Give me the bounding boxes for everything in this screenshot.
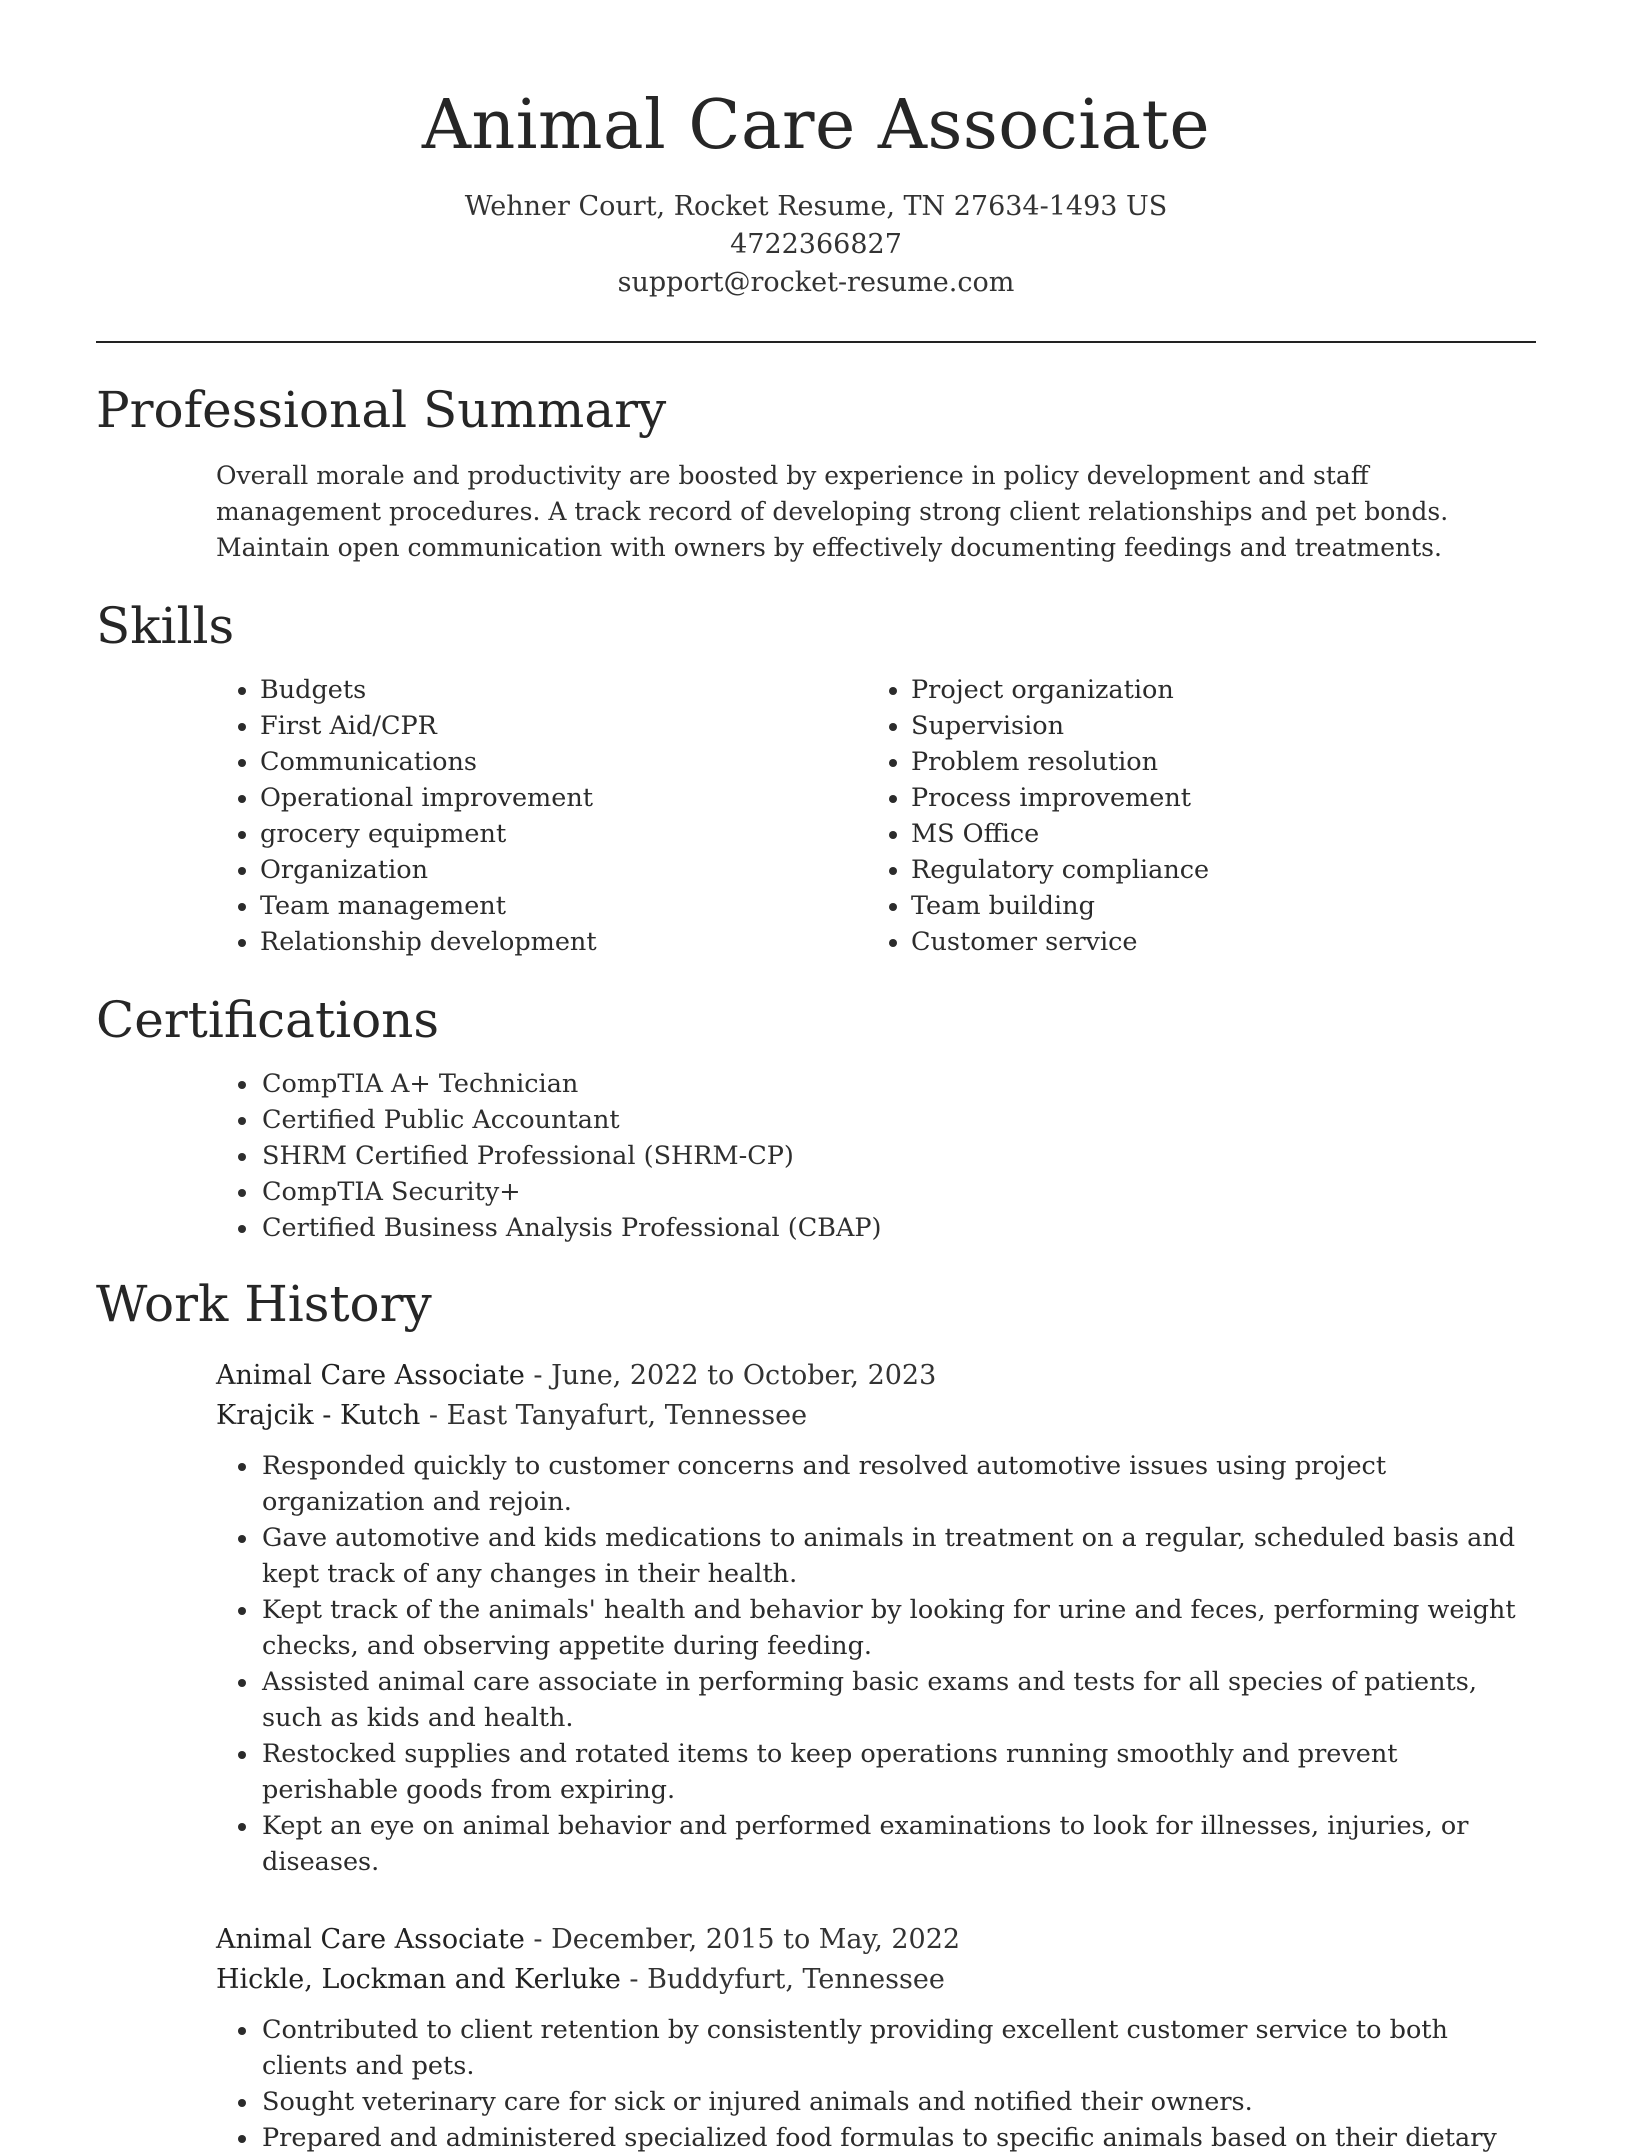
certification-item: • SHRM Certified Professional (SHRM-CP) <box>260 1138 1536 1174</box>
work-history-title: Work History <box>96 1275 432 1333</box>
job-role: Animal Care Associate <box>216 1360 525 1391</box>
summary-text: Overall morale and productivity are boosted by experience in policy development and staff management procedures. A track record of developing strong client relationships and pet bonds. Maintain open communication with owners by effectively documenting feedings and treatments. <box>216 461 1449 562</box>
job-bullet: • Kept track of the animals' health and behavior by looking for urine and feces, performing weight checks, and observing appetite during feeding. <box>260 1592 1540 1664</box>
job-entry <box>216 1356 1536 1880</box>
job-bullet: • Kept an eye on animal behavior and performed examinations to look for illnesses, injuries, or diseases. <box>260 1808 1540 1880</box>
skills-list-left <box>96 672 745 960</box>
skill-item: • grocery equipment <box>260 816 745 852</box>
skill-item: • Team building <box>911 888 1396 924</box>
skills-title: Skills <box>96 597 235 655</box>
job-dates: December, 2015 to May, 2022 <box>551 1924 961 1955</box>
contact-email: support@rocket-resume.com <box>617 267 1015 298</box>
skills-columns <box>96 672 1536 960</box>
summary-title: Professional Summary <box>96 381 667 439</box>
job-bullet: • Sought veterinary care for sick or injured animals and notified their owners. <box>260 2084 1540 2120</box>
job-dates: June, 2022 to October, 2023 <box>551 1360 937 1391</box>
skill-item: • Organization <box>260 852 745 888</box>
certifications-list <box>96 1066 1536 1246</box>
job-bullets <box>216 2012 1540 2156</box>
skill-item: • MS Office <box>911 816 1396 852</box>
certifications-title: Certifications <box>96 991 440 1049</box>
header-divider <box>96 341 1536 343</box>
job-bullet: • Restocked supplies and rotated items to keep operations running smoothly and prevent perishable goods from expiring. <box>260 1736 1540 1808</box>
job-employer: Hickle, Lockman and Kerluke <box>216 1964 621 1995</box>
skill-item: • Supervision <box>911 708 1396 744</box>
job-employer-line: Hickle, Lockman and Kerluke - Buddyfurt, Tennessee <box>216 1964 945 1995</box>
skill-item: • Operational improvement <box>260 780 745 816</box>
skill-item: • First Aid/CPR <box>260 708 745 744</box>
skill-item: • Relationship development <box>260 924 745 960</box>
job-bullet: • Contributed to client retention by consistently providing excellent customer service to both clients and pets. <box>260 2012 1540 2084</box>
contact-address: Wehner Court, Rocket Resume, TN 27634-1493 US <box>464 191 1168 222</box>
certification-item: • CompTIA A+ Technician <box>260 1066 1536 1102</box>
job-bullets <box>216 1448 1540 1880</box>
resume-header <box>0 0 1632 302</box>
skill-item: • Project organization <box>911 672 1396 708</box>
certifications-section <box>96 990 1536 1246</box>
job-employer: Krajcik - Kutch <box>216 1400 421 1431</box>
skill-item: • Regulatory compliance <box>911 852 1396 888</box>
summary-section <box>96 380 1536 566</box>
job-employer-line: Krajcik - Kutch - East Tanyafurt, Tennessee <box>216 1400 808 1431</box>
skill-item: • Team management <box>260 888 745 924</box>
job-location: Buddyfurt, Tennessee <box>647 1964 945 1995</box>
contact-block <box>0 188 1632 302</box>
skills-section <box>96 596 1536 960</box>
job-entry <box>216 1920 1536 2156</box>
skills-list-right <box>745 672 1396 960</box>
certification-item: • Certified Business Analysis Professional (CBAP) <box>260 1210 1536 1246</box>
certification-item: • CompTIA Security+ <box>260 1174 1536 1210</box>
job-bullet: • Prepared and administered specialized food formulas to specific animals based on their dietary <box>260 2120 1540 2156</box>
skill-item: • Problem resolution <box>911 744 1396 780</box>
candidate-name: Animal Care Associate <box>421 86 1211 165</box>
job-bullet: • Gave automotive and kids medications to animals in treatment on a regular, scheduled basis and kept track of any changes in their health. <box>260 1520 1540 1592</box>
job-title-line: Animal Care Associate - December, 2015 to May, 2022 <box>216 1924 961 1955</box>
job-bullet: • Responded quickly to customer concerns and resolved automotive issues using project organization and rejoin. <box>260 1448 1540 1520</box>
job-bullet: • Assisted animal care associate in performing basic exams and tests for all species of patients, such as kids and health. <box>260 1664 1540 1736</box>
skill-item: • Process improvement <box>911 780 1396 816</box>
job-location: East Tanyafurt, Tennessee <box>446 1400 808 1431</box>
certification-item: • Certified Public Accountant <box>260 1102 1536 1138</box>
job-title-line: Animal Care Associate - June, 2022 to October, 2023 <box>216 1360 937 1391</box>
skill-item: • Communications <box>260 744 745 780</box>
contact-phone: 4722366827 <box>730 229 902 260</box>
skill-item: • Customer service <box>911 924 1396 960</box>
job-role: Animal Care Associate <box>216 1924 525 1955</box>
skill-item: • Budgets <box>260 672 745 708</box>
work-history-section <box>96 1274 1536 2156</box>
